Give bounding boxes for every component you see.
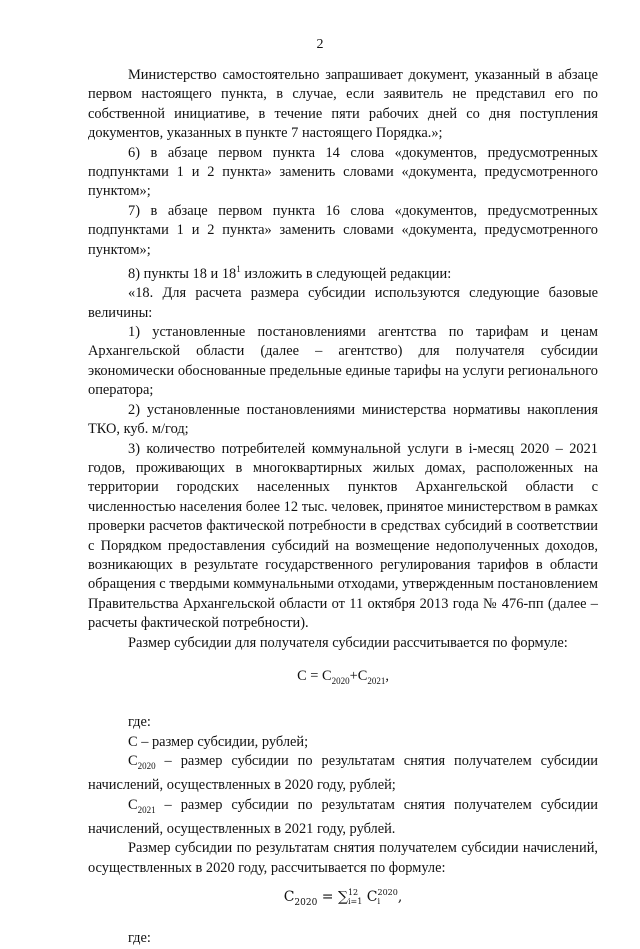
where-label: где: (128, 930, 151, 947)
paragraph: «18. Для расчета размера субсидии используются следующие базовые величины: (88, 285, 598, 321)
paragraph: 7) в абзаце первом пункта 16 слова «документов, предусмотренных подпунктами 1 и 2 пункта» заменить словами «документа, предусмотренного пунктом»; (88, 202, 598, 258)
paragraph: 6) в абзаце первом пункта 14 слова «документов, предусмотренных подпунктами 1 и 2 пункта» заменить словами «документа, предусмотренного пунктом»; (88, 144, 598, 200)
paragraph-item-8: 8) пункты 18 и $18^1$ изложить в следующей редакции: (128, 264, 452, 282)
formula-2020: $С_{2020}$ = ∑ 12 i=1 С 2020 i , (283, 888, 403, 909)
definition-c2021: $С_{2021}$ – размер субсидии по результатам снятия получателем субсидии начислений, осуществленных в 2021 году, рублей. (88, 796, 598, 838)
formula-total: $С = С_{2020}+С_{2021}$, (297, 667, 389, 686)
page-number: 2 (316, 37, 324, 52)
where-label: где: (128, 714, 151, 731)
paragraph: Размер субсидии для получателя субсидии рассчитывается по формуле: (128, 634, 568, 651)
paragraph: Размер субсидии по результатам снятия получателем субсидии начислений, осуществленных в 2020 году, рассчитывается по формуле: (88, 840, 598, 876)
paragraph: 3) количество потребителей коммунальной услуги в i-месяц 2020 – 2021 годов, проживающих в многоквартирных жилых домах, расположенных на территории городских населенных пунктов Архангельской области с численностью населения более 12 тыс. человек, принятое министерством в рамках проверки расчетов фактической потребности в средствах субсидий в соответствии с Порядком предоставления субсидий на возмещение недополученных доходов, возникающих в результате государственного регулирования тарифов в области обращения с твердыми коммунальными отходами, утвержденным постановлением Правительства Архангельской области от 11 октября 2013 года № 476-пп (далее – расчеты фактической потребности). (88, 440, 598, 632)
paragraph: 2) установленные постановлениями министерства нормативы накопления ТКО, куб. м/год; (88, 401, 598, 438)
paragraph: 1) установленные постановлениями агентства по тарифам и ценам Архангельской области (далее – агентство) для получателя субсидии экономически обоснованные предельные единые тарифы на услуги регионального оператора; (88, 324, 598, 399)
document-body (88, 66, 598, 949)
definition-c: С – размер субсидии, рублей; (128, 733, 309, 750)
definition-c2020: $С_{2020}$ – размер субсидии по результатам снятия получателем субсидии начислений, осуществленных в 2020 году, рублей; (88, 753, 598, 794)
paragraph: Министерство самостоятельно запрашивает документ, указанный в абзаце первом настоящего пункта, в случае, если заявитель не представил его по собственной инициативе, в течение пяти рабочих дней со дня поступления документов, указанных в пункте 7 настоящего Порядка.»; (88, 67, 598, 142)
